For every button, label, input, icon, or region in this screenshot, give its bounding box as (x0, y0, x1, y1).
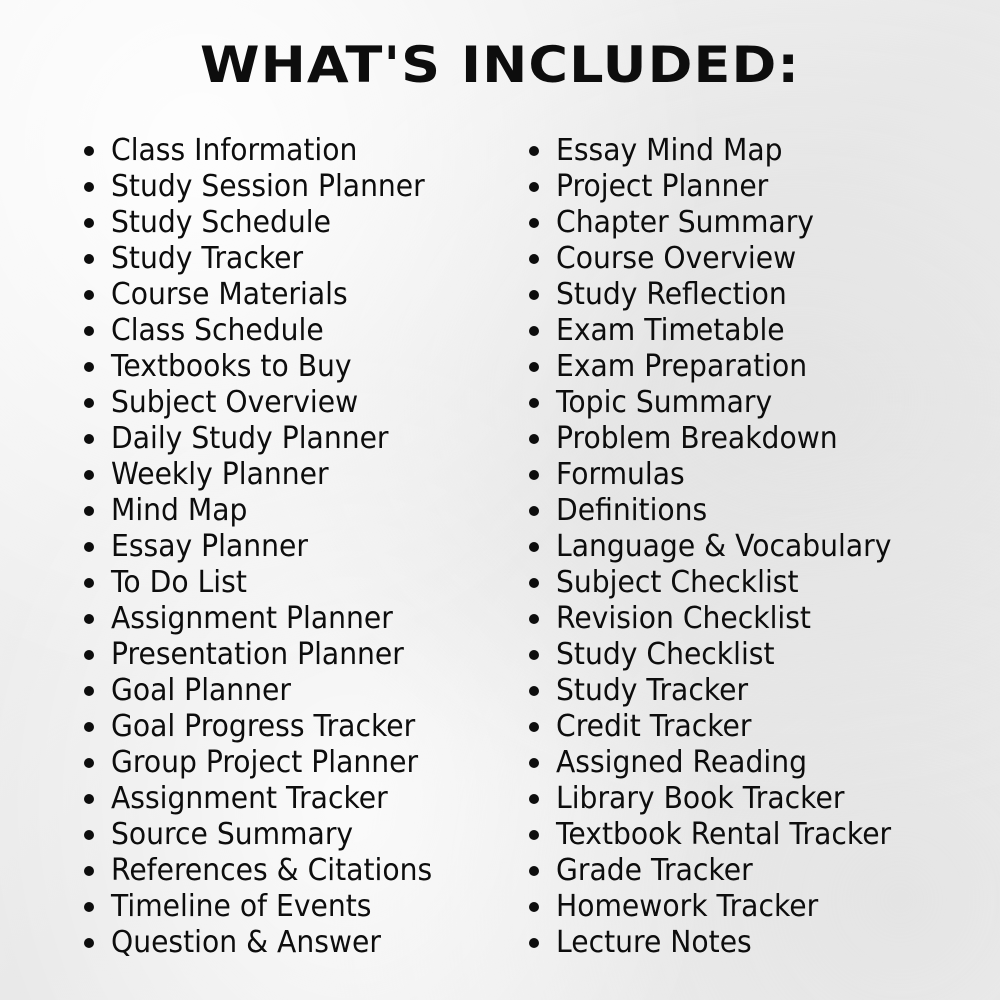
page-title: WHAT'S INCLUDED: (199, 36, 801, 94)
list-item (80, 601, 500, 637)
list-item (525, 781, 985, 817)
list-item-label: Chapter Summary (556, 205, 814, 240)
bullet-icon (84, 578, 94, 588)
list-item-label: Question & Answer (111, 925, 381, 960)
list-item (80, 349, 500, 385)
list-item-label: Daily Study Planner (111, 421, 389, 456)
list-item-label: To Do List (111, 565, 247, 600)
list-item-label: Study Session Planner (111, 169, 425, 204)
list-item-label: Group Project Planner (111, 745, 419, 780)
bullet-icon (84, 794, 94, 804)
bullet-icon (529, 758, 539, 768)
list-item (80, 925, 500, 961)
list-item-label: Topic Summary (556, 385, 773, 420)
list-item (525, 529, 985, 565)
list-item (525, 673, 985, 709)
list-item-label: Assignment Planner (111, 601, 393, 636)
bullet-icon (529, 182, 539, 192)
list-item-label: Goal Planner (111, 673, 291, 708)
list-item-label: Project Planner (556, 169, 769, 204)
list-item (525, 349, 985, 385)
bullet-icon (84, 758, 94, 768)
bullet-icon (529, 902, 539, 912)
list-item (80, 853, 500, 889)
list-item-label: Assignment Tracker (111, 781, 388, 816)
list-item-label: Language & Vocabulary (556, 529, 892, 564)
list-item-label: Weekly Planner (111, 457, 329, 492)
list-item (80, 709, 500, 745)
list-item-label: Class Schedule (111, 313, 324, 348)
list-item-label: References & Citations (111, 853, 433, 888)
bullet-icon (529, 650, 539, 660)
list-item (80, 817, 500, 853)
list-item-label: Study Schedule (111, 205, 331, 240)
list-item-label: Exam Timetable (556, 313, 785, 348)
bullet-icon (529, 722, 539, 732)
included-list-left (80, 133, 500, 961)
bullet-icon (529, 254, 539, 264)
list-item-label: Problem Breakdown (556, 421, 838, 456)
bullet-icon (84, 326, 94, 336)
bullet-icon (84, 290, 94, 300)
bullet-icon (84, 866, 94, 876)
bullet-icon (529, 686, 539, 696)
bullet-icon (529, 614, 539, 624)
bullet-icon (529, 362, 539, 372)
bullet-icon (529, 326, 539, 336)
bullet-icon (84, 650, 94, 660)
list-item-label: Assigned Reading (556, 745, 807, 780)
list-item (525, 385, 985, 421)
list-item-label: Essay Mind Map (556, 133, 783, 168)
list-item (525, 457, 985, 493)
bullet-icon (529, 578, 539, 588)
list-item (525, 241, 985, 277)
bullet-icon (84, 182, 94, 192)
bullet-icon (529, 830, 539, 840)
bullet-icon (529, 866, 539, 876)
list-item-label: Textbooks to Buy (111, 349, 352, 384)
bullet-icon (529, 938, 539, 948)
bullet-icon (529, 218, 539, 228)
list-item (525, 205, 985, 241)
list-item-label: Study Tracker (111, 241, 304, 276)
list-item (80, 565, 500, 601)
bullet-icon (529, 470, 539, 480)
list-item (80, 169, 500, 205)
bullet-icon (84, 722, 94, 732)
list-item-label: Subject Checklist (556, 565, 799, 600)
list-item (80, 457, 500, 493)
list-item-label: Study Tracker (556, 673, 749, 708)
list-item (80, 277, 500, 313)
list-item-label: Lecture Notes (556, 925, 752, 960)
bullet-icon (84, 254, 94, 264)
bullet-icon (84, 362, 94, 372)
list-item (525, 637, 985, 673)
list-item (525, 277, 985, 313)
list-item (80, 385, 500, 421)
list-item-label: Presentation Planner (111, 637, 404, 672)
list-item-label: Credit Tracker (556, 709, 752, 744)
list-item (525, 889, 985, 925)
bullet-icon (529, 794, 539, 804)
list-item (525, 421, 985, 457)
list-item (525, 817, 985, 853)
list-item-label: Study Checklist (556, 637, 775, 672)
bullet-icon (84, 938, 94, 948)
list-item-label: Course Overview (556, 241, 797, 276)
bullet-icon (529, 146, 539, 156)
list-item-label: Grade Tracker (556, 853, 753, 888)
list-item (525, 565, 985, 601)
bullet-icon (84, 398, 94, 408)
list-item-label: Exam Preparation (556, 349, 808, 384)
list-item (525, 745, 985, 781)
bullet-icon (84, 830, 94, 840)
bullet-icon (84, 542, 94, 552)
bullet-icon (84, 470, 94, 480)
list-item (80, 745, 500, 781)
list-item-label: Essay Planner (111, 529, 308, 564)
list-item-label: Study Reflection (556, 277, 787, 312)
bullet-icon (529, 506, 539, 516)
list-item (525, 709, 985, 745)
list-item (80, 781, 500, 817)
list-item (80, 637, 500, 673)
bullet-icon (84, 614, 94, 624)
list-item-label: Library Book Tracker (556, 781, 845, 816)
included-list-right (525, 133, 985, 961)
bullet-icon (84, 146, 94, 156)
list-item-label: Mind Map (111, 493, 248, 528)
bullet-icon (529, 434, 539, 444)
list-item (80, 313, 500, 349)
list-item (80, 133, 500, 169)
list-item (525, 853, 985, 889)
list-item-label: Homework Tracker (556, 889, 819, 924)
bullet-icon (84, 434, 94, 444)
list-item (525, 925, 985, 961)
list-item-label: Class Information (111, 133, 358, 168)
list-item (80, 529, 500, 565)
list-item (80, 421, 500, 457)
list-item (80, 241, 500, 277)
list-item (80, 205, 500, 241)
bullet-icon (529, 542, 539, 552)
list-item (80, 889, 500, 925)
bullet-icon (84, 218, 94, 228)
list-item (525, 133, 985, 169)
list-item (80, 673, 500, 709)
list-item (525, 313, 985, 349)
list-item-label: Formulas (556, 457, 685, 492)
list-item-label: Goal Progress Tracker (111, 709, 416, 744)
list-item-label: Subject Overview (111, 385, 359, 420)
list-item-label: Revision Checklist (556, 601, 811, 636)
list-item-label: Course Materials (111, 277, 348, 312)
bullet-icon (529, 290, 539, 300)
list-item-label: Source Summary (111, 817, 354, 852)
list-item (525, 169, 985, 205)
bullet-icon (84, 686, 94, 696)
list-item (80, 493, 500, 529)
bullet-icon (84, 902, 94, 912)
list-item (525, 493, 985, 529)
list-item-label: Textbook Rental Tracker (556, 817, 892, 852)
bullet-icon (84, 506, 94, 516)
list-item (525, 601, 985, 637)
list-item-label: Definitions (556, 493, 708, 528)
list-item-label: Timeline of Events (111, 889, 372, 924)
bullet-icon (529, 398, 539, 408)
